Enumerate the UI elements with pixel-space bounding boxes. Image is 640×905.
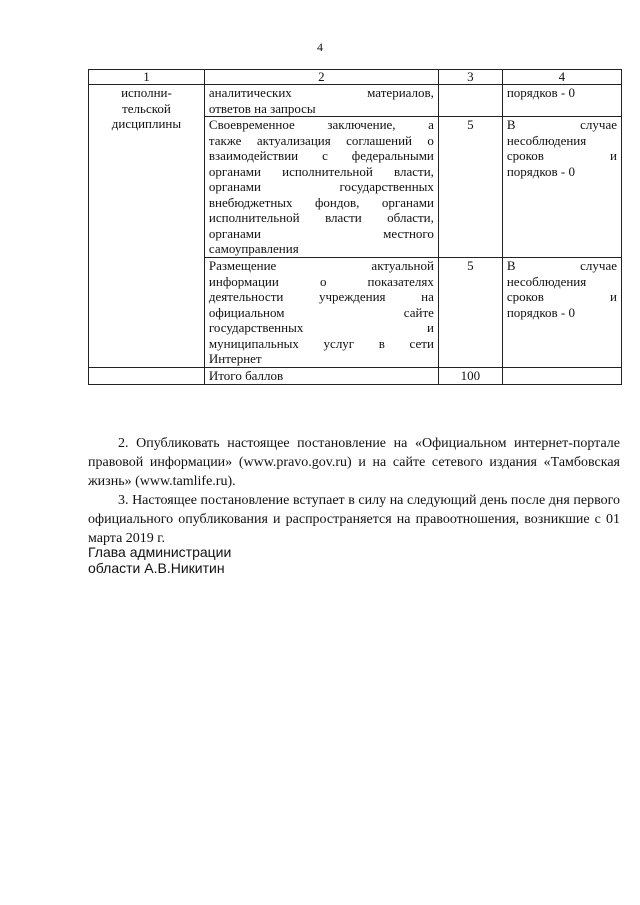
table-row (89, 85, 622, 117)
criterion-line: Интернет (208, 351, 262, 366)
category-line: дисциплины (111, 116, 182, 131)
criterion-line: также актуализация соглашений о (208, 132, 434, 148)
header-cell-1: 1 (89, 70, 205, 85)
criterion-line: органами местного (208, 225, 434, 241)
criterion-line: государственных и (208, 320, 434, 335)
note-cell (502, 117, 621, 258)
total-label-cell: Итого баллов (204, 368, 438, 385)
criterion-line: деятельности учреждения на (208, 289, 434, 304)
criterion-line: Своевременное заключение, а (208, 117, 434, 132)
criterion-line: исполнительной власти области, (208, 210, 434, 225)
criterion-line: официальном сайте (208, 304, 434, 320)
paragraph-effective-date: 3. Настоящее постановление вступает в силу на следующий день после дня первого официального опубликования и распространяется на правоотношения, возникшие с 01 марта 2019 г. (88, 493, 620, 546)
criterion-line: органами государственных (208, 179, 434, 194)
category-line: исполни- (121, 85, 172, 100)
table-total-row (89, 368, 622, 385)
category-line: тельской (122, 100, 171, 116)
note-cell (502, 258, 621, 368)
criterion-line: Размещение актуальной (208, 258, 434, 273)
note-line: порядков - 0 (506, 163, 575, 179)
note-line: В случае (506, 258, 617, 273)
criterion-line: взаимодействии с федеральными (208, 148, 434, 163)
signature-line-1: Глава администрации (88, 544, 232, 560)
criterion-line: информации о показателях (208, 273, 434, 289)
note-line: порядков - 0 (506, 85, 575, 100)
header-cell-3: 3 (438, 70, 502, 85)
criteria-table (88, 69, 622, 385)
page-number: 4 (317, 40, 323, 54)
score-cell (438, 85, 502, 117)
criterion-line: внебюджетных фондов, органами (208, 194, 434, 210)
note-line: сроков и (506, 148, 617, 163)
note-cell (502, 85, 621, 117)
total-value-cell: 100 (438, 368, 502, 385)
criterion-cell (204, 117, 438, 258)
score-cell: 5 (438, 258, 502, 368)
total-empty-cell (89, 368, 205, 385)
category-cell (89, 85, 205, 368)
note-line: В случае (506, 117, 617, 132)
criterion-line: самоуправления (208, 241, 299, 256)
criterion-cell (204, 258, 438, 368)
criterion-line: ответов на запросы (208, 100, 316, 116)
signature-block (88, 544, 231, 576)
note-line: несоблюдения (506, 273, 587, 289)
table-header-row (89, 70, 622, 85)
note-line: сроков и (506, 289, 617, 304)
note-line: порядков - 0 (506, 304, 575, 320)
signature-line-2: области А.В.Никитин (88, 560, 225, 576)
criterion-line: муниципальных услуг в сети (208, 335, 434, 351)
header-cell-2: 2 (204, 70, 438, 85)
criterion-cell (204, 85, 438, 117)
criterion-line: органами исполнительной власти, (208, 163, 434, 179)
total-empty-cell (502, 368, 621, 385)
score-cell: 5 (438, 117, 502, 258)
paragraph-publish: 2. Опубликовать настоящее постановление на «Официальном интернет-портале правовой информации» (www.pravo.gov.ru) и на сайте сетевого издания «Тамбовская жизнь» (www.tamlife.ru). (88, 436, 620, 489)
header-cell-4: 4 (502, 70, 621, 85)
note-line: несоблюдения (506, 132, 587, 148)
criterion-line: аналитических материалов, (208, 85, 434, 100)
